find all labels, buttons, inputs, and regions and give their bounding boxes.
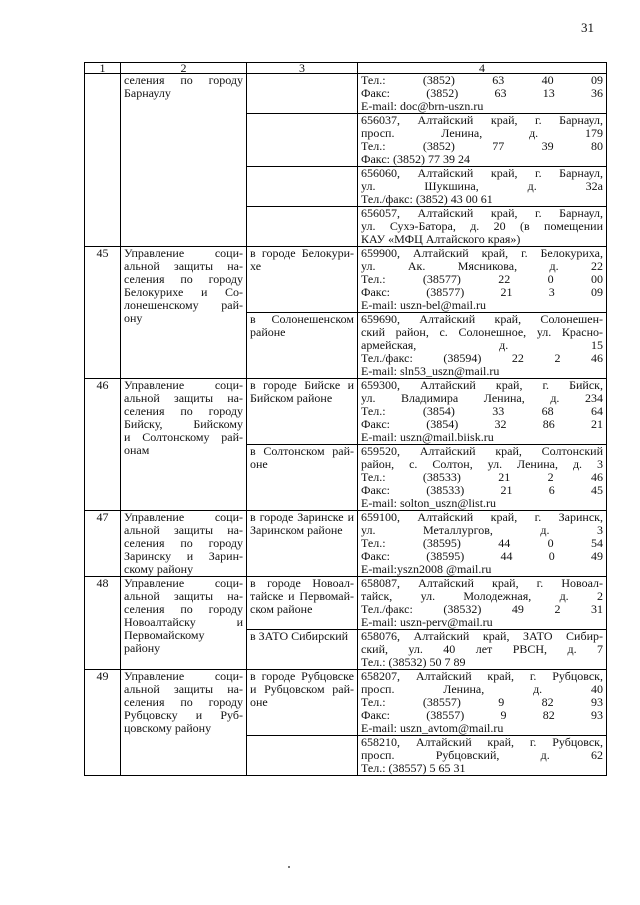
text-line: Новоалтайску и [124, 615, 243, 629]
text-line: просп. Ленина, д. 179 [361, 126, 603, 140]
text-line: Факс: (3852) 63 13 36 [361, 86, 603, 100]
text-line: просп. Ленина, д. 40 [361, 682, 603, 696]
text-line: E-mail: uszn-perv@mail.ru [361, 615, 493, 629]
text-line: Тел./факс: (38532) 49 2 31 [361, 602, 603, 616]
text-line: армейская, д. 15 [361, 338, 603, 352]
text-line: E-mail: uszn_avtom@mail.ru [361, 721, 504, 735]
text-line: альной защиты на- [124, 589, 243, 603]
text-line: 658076, Алтайский край, ЗАТО Сибир- [361, 629, 603, 643]
text-line: просп. Рубцовский, д. 62 [361, 748, 603, 762]
column-header: 2 [121, 63, 247, 74]
text-line: селения по городу [124, 73, 243, 87]
text-line: в Солонешенском [250, 312, 354, 326]
table-row [85, 670, 607, 736]
contact-address [358, 167, 607, 207]
text-line: 658087, Алтайский край, г. Новоал- [361, 576, 603, 590]
text-line: скому району [124, 562, 194, 576]
table-row [85, 577, 607, 630]
text-line: в ЗАТО Сибирский [250, 629, 349, 643]
text-line: 659900, Алтайский край, г. Белокуриха, [361, 246, 603, 260]
text-line: 658207, Алтайский край, г. Рубцовск, [361, 669, 603, 683]
text-line: альной защиты на- [124, 523, 243, 537]
text-line: селения по городу [124, 695, 243, 709]
row-number: 47 [85, 511, 121, 577]
institution-name [121, 670, 247, 776]
text-line: Тел./факс: (38594) 22 2 46 [361, 351, 603, 365]
service-area [247, 313, 358, 379]
text-line: Тел.: (38595) 44 0 54 [361, 536, 603, 550]
text-line: E-mail: uszn-bel@mail.ru [361, 298, 487, 312]
text-line: КАУ «МФЦ Алтайского края») [361, 232, 521, 246]
text-line: в Солтонском рай- [250, 444, 354, 458]
scan-speck [288, 866, 290, 868]
text-line: Управление соци- [124, 246, 243, 260]
text-line: Белокурихе и Со- [124, 285, 243, 299]
text-line: Факс: (38577) 21 3 09 [361, 285, 603, 299]
service-area [247, 577, 358, 630]
text-line: 659100, Алтайский край, г. Заринск, [361, 510, 603, 524]
text-line: Тел.: (3852) 63 40 09 [361, 73, 603, 87]
contact-address [358, 445, 607, 511]
text-line: ул. Сухэ-Батора, д. 20 (в помещении [361, 219, 603, 233]
text-line: Тел.: (3852) 77 39 80 [361, 139, 603, 153]
text-line: тайск, ул. Молодежная, д. 2 [361, 589, 603, 603]
row-number: 45 [85, 247, 121, 379]
text-line: 656060, Алтайский край, г. Барнаул, [361, 166, 603, 180]
text-line: 656037, Алтайский край, г. Барнаул, [361, 113, 603, 127]
contact-address [358, 207, 607, 247]
text-line: цовскому району [124, 721, 212, 735]
text-line: E-mail: sln53_uszn@mail.ru [361, 364, 500, 378]
text-line: альной защиты на- [124, 391, 243, 405]
text-line: Тел.: (3854) 33 68 64 [361, 404, 603, 418]
text-line: E-mail: solton_uszn@list.ru [361, 496, 497, 510]
contact-address [358, 630, 607, 670]
text-line: Факс: (3852) 77 39 24 [361, 152, 470, 166]
text-line: Управление соци- [124, 378, 243, 392]
row-number [85, 74, 121, 247]
text-line: район, с. Солтон, ул. Ленина, д. 3 [361, 457, 603, 471]
service-area [247, 445, 358, 511]
institution-name [121, 74, 247, 247]
text-line: лонешенскому рай- [124, 298, 243, 312]
text-line: в городе Белокури- [250, 246, 354, 260]
text-line: Рубцовску и Руб- [124, 708, 243, 722]
service-area [247, 247, 358, 313]
text-line: в городе Рубцовске [250, 669, 354, 683]
table-row [85, 379, 607, 445]
text-line: в городе Заринске и [250, 510, 354, 524]
institutions-table [84, 62, 607, 776]
text-line: тайске и Первомай- [250, 589, 354, 603]
text-line: районе [250, 325, 286, 339]
table-row [85, 74, 607, 114]
text-line: онам [124, 443, 150, 457]
text-line: альной защиты на- [124, 682, 243, 696]
text-line: селения по городу [124, 404, 243, 418]
text-line: 659520, Алтайский край, Солтонский [361, 444, 603, 458]
contact-address [358, 736, 607, 776]
text-line: Управление соци- [124, 510, 243, 524]
text-line: Управление соци- [124, 576, 243, 590]
text-line: ул. Владимира Ленина, д. 234 [361, 391, 603, 405]
text-line: Тел./факс: (3852) 43 00 61 [361, 192, 493, 206]
contact-address [358, 577, 607, 630]
service-area [247, 207, 358, 247]
column-header: 4 [358, 63, 607, 74]
column-header: 1 [85, 63, 121, 74]
text-line: Факс: (38595) 44 0 49 [361, 549, 603, 563]
text-line: району [124, 641, 161, 655]
text-line: ул. Ак. Мясникова, д. 22 [361, 259, 603, 273]
text-line: Факс: (38557) 9 82 93 [361, 708, 603, 722]
text-line: Тел.: (38557) 9 82 93 [361, 695, 603, 709]
row-number: 46 [85, 379, 121, 511]
text-line: Заринску и Зарин- [124, 549, 243, 563]
page-number: 31 [581, 20, 594, 35]
column-numbers-row [85, 63, 607, 74]
text-line: Факс: (3854) 32 86 21 [361, 417, 603, 431]
text-line: ский, ул. 40 лет РВСН, д. 7 [361, 642, 603, 656]
contact-address [358, 379, 607, 445]
text-line: E-mail:yszn2008 @mail.ru [361, 562, 492, 576]
text-line: оне [250, 457, 268, 471]
text-line: Управление соци- [124, 669, 243, 683]
table-row [85, 511, 607, 577]
text-line: 658210, Алтайский край, г. Рубцовск, [361, 735, 603, 749]
row-number: 49 [85, 670, 121, 776]
column-header: 3 [247, 63, 358, 74]
text-line: Факс: (38533) 21 6 45 [361, 483, 603, 497]
contact-address [358, 313, 607, 379]
row-number: 48 [85, 577, 121, 670]
service-area [247, 670, 358, 736]
contact-address [358, 247, 607, 313]
text-line: Тел.: (38533) 21 2 46 [361, 470, 603, 484]
text-line: ский район, с. Солонешное, ул. Красно- [361, 325, 603, 339]
contact-address [358, 74, 607, 114]
text-line: ону [124, 311, 143, 325]
text-line: селения по городу [124, 272, 243, 286]
institution-name [121, 577, 247, 670]
service-area [247, 167, 358, 207]
text-line: селения по городу [124, 536, 243, 550]
text-line: E-mail: doc@brn-uszn.ru [361, 99, 484, 113]
service-area [247, 379, 358, 445]
contact-address [358, 114, 607, 167]
service-area [247, 511, 358, 577]
text-line: Заринском районе [250, 523, 343, 537]
table-row [85, 247, 607, 313]
service-area [247, 114, 358, 167]
text-line: альной защиты на- [124, 259, 243, 273]
text-line: Первомайскому [124, 628, 205, 642]
text-line: Бийску, Бийскому [124, 417, 243, 431]
institution-name [121, 511, 247, 577]
text-line: 659690, Алтайский край, Солонешен- [361, 312, 603, 326]
text-line: хе [250, 259, 262, 273]
text-line: Бийском районе [250, 391, 333, 405]
text-line: и Солтонскому рай- [124, 430, 243, 444]
text-line: в городе Новоал- [250, 576, 354, 590]
text-line: 656057, Алтайский край, г. Барнаул, [361, 206, 603, 220]
text-line: оне [250, 695, 268, 709]
text-line: E-mail: uszn@mail.biisk.ru [361, 430, 494, 444]
contact-address [358, 670, 607, 736]
text-line: ул. Металлургов, д. 3 [361, 523, 603, 537]
text-line: Тел.: (38577) 22 0 00 [361, 272, 603, 286]
text-line: ул. Шукшина, д. 32а [361, 179, 603, 193]
institution-name [121, 247, 247, 379]
text-line: Тел.: (38532) 50 7 89 [361, 655, 466, 669]
contact-address [358, 511, 607, 577]
service-area [247, 736, 358, 776]
text-line: 659300, Алтайский край, г. Бийск, [361, 378, 603, 392]
text-line: Барнаулу [124, 86, 171, 100]
text-line: в городе Бийске и [250, 378, 354, 392]
text-line: ском районе [250, 602, 313, 616]
service-area [247, 74, 358, 114]
text-line: селения по городу [124, 602, 243, 616]
text-line: Тел.: (38557) 5 65 31 [361, 761, 466, 775]
text-line: и Рубцовском рай- [250, 682, 354, 696]
service-area [247, 630, 358, 670]
institution-name [121, 379, 247, 511]
